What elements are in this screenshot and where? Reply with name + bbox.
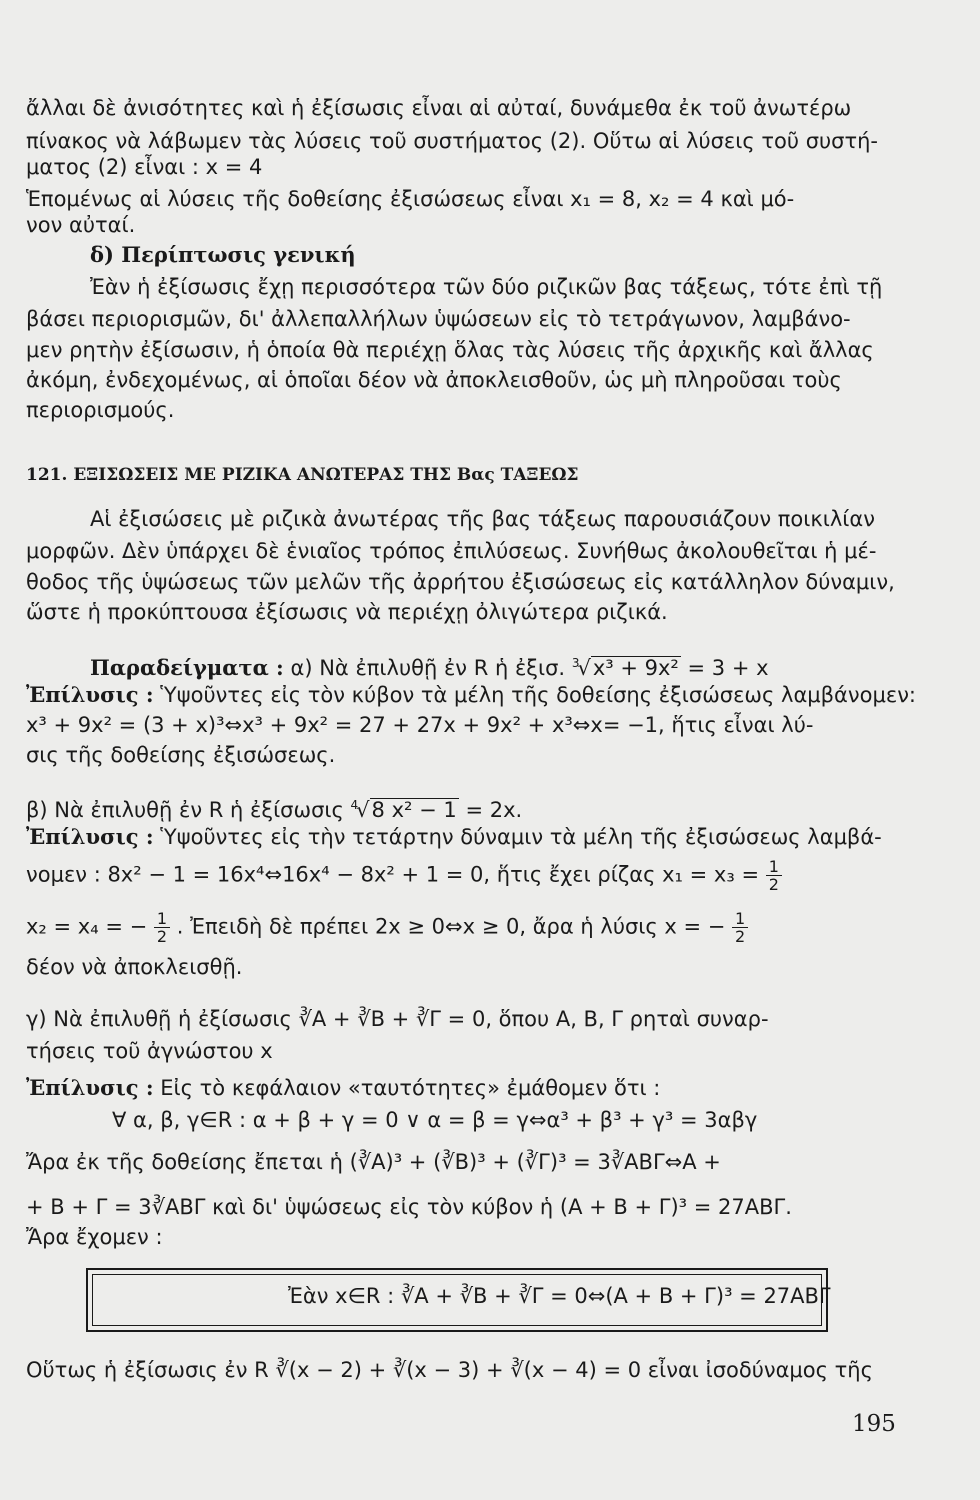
text-line: γ) Νὰ ἐπιλυθῇ ἡ ἐξίσωσις ∛A + ∛B + ∛Γ = 0, ὅπου Α, Β, Γ ρηταὶ συναρ-	[26, 1007, 769, 1031]
text-line: ὥστε ἡ προκύπτουσα ἐξίσωσις νὰ περιέχῃ ὀλιγώτερα ριζικά.	[26, 600, 668, 624]
text-line: σις τῆς δοθείσης ἐξισώσεως.	[26, 743, 336, 767]
fraction	[766, 858, 782, 893]
fraction-denominator: 2	[768, 875, 779, 894]
text-line: βάσει περιορισμῶν, δι' ἀλλεπαλλήλων ὑψώσεων εἰς τὸ τετράγωνον, λαμβάνο-	[26, 307, 851, 331]
solution-b-line1	[26, 822, 896, 852]
solution-a-line1	[26, 680, 916, 710]
text-line: Ἄρα ἐκ τῆς δοθείσης ἔπεται ἡ (∛A)³ + (∛B)³ + (∛Γ)³ = 3∛ΑΒΓ⇔A +	[26, 1150, 721, 1174]
text-span: x₂ = x₄ = −	[26, 914, 148, 939]
text-line: μορφῶν. Δὲν ὑπάρχει δὲ ἑνιαῖος τρόπος ἐπιλύσεως. Συνήθως ἀκολουθεῖται ἡ μέ-	[26, 539, 877, 563]
fraction	[732, 910, 748, 945]
example-a-rhs: = 3 + x	[687, 656, 769, 680]
text-line: περιορισμούς.	[26, 398, 175, 422]
text-line: Ἑπομένως αἱ λύσεις τῆς δοθείσης ἐξισώσεως εἶναι x₁ = 8, x₂ = 4 καὶ μό-	[26, 187, 795, 211]
root-index: 4	[350, 798, 359, 812]
text-span: Εἰς τὸ κεφάλαιον «ταυτότητες» ἐμάθομεν ὅτι :	[160, 1076, 661, 1100]
example-a: Παραδείγματα : α) Νὰ ἐπιλυθῇ ἐν R ἡ ἐξισ. $^3$√x³ + 9x² = 3 + x	[90, 655, 769, 680]
case-delta-title: δ) Περίπτωσις γενική	[90, 242, 356, 267]
radicand: 8 x² − 1	[371, 798, 457, 822]
page-number: 195	[852, 1411, 896, 1437]
text-line: ματος (2) εἶναι : x = 4	[26, 155, 263, 179]
text-line: ἄλλαι δὲ ἀνισότητες καὶ ἡ ἐξίσωσις εἶναι αἱ αὐταί, δυνάμεθα ἐκ τοῦ ἀνωτέρω	[26, 96, 852, 120]
text-line: δέον νὰ ἀποκλεισθῇ.	[26, 955, 243, 979]
text-line: μεν ρητὴν ἐξίσωσιν, ἡ ὁποία θὰ περιέχῃ ὅλας τὰς λύσεις τῆς ἀρχικῆς καὶ ἄλλας	[26, 338, 874, 362]
solution-b-line2	[26, 858, 896, 893]
text-span: Ὑψοῦντες εἰς τὸν κύβον τὰ μέλη τῆς δοθείσης ἐξισώσεως λαμβάνομεν:	[160, 683, 916, 707]
example-b-text: β) Νὰ ἐπιλυθῇ ἐν R ἡ ἐξίσωσις	[26, 798, 344, 822]
text-line: νον αὐταί.	[26, 213, 136, 237]
boxed-text: Ἐὰν x∈R : ∛A + ∛B + ∛Γ = 0⇔(A + B + Γ)³ = 27ΑΒΓ	[288, 1284, 831, 1308]
solution-label: Ἐπίλυσις :	[26, 1075, 154, 1100]
solution-b-line3	[26, 910, 896, 945]
text-line: θοδος τῆς ὑψώσεως τῶν μελῶν τῆς ἀρρήτου ἐξισώσεως εἰς κατάλληλον δύναμιν,	[26, 570, 895, 594]
text-line: πίνακος νὰ λάβωμεν τὰς λύσεις τοῦ συστήματος (2). Οὕτω αἱ λύσεις τοῦ συστή-	[26, 129, 879, 153]
solution-c-line1	[26, 1073, 896, 1103]
identity-line: ∀ α, β, γ∈R : α + β + γ = 0 ∨ α = β = γ⇔α³ + β³ + γ³ = 3αβγ	[112, 1108, 758, 1132]
text-line: Οὕτως ἡ ἐξίσωσις ἐν R ∛(x − 2) + ∛(x − 3) + ∛(x − 4) = 0 εἶναι ἰσοδύναμος τῆς	[26, 1358, 873, 1382]
radicand: x³ + 9x²	[592, 656, 679, 680]
example-a-text: α) Νὰ ἐπιλυθῇ ἐν R ἡ ἐξισ.	[290, 656, 566, 680]
section-heading: 121. ΕΞΙΣΩΣΕΙΣ ΜΕ ΡΙΖΙΚΑ ΑΝΩΤΕΡΑΣ ΤΗΣ Βας ΤΑΞΕΩΣ	[26, 465, 579, 485]
text-line: + B + Γ = 3∛ΑΒΓ καὶ δι' ὑψώσεως εἰς τὸν κύβον ἡ (A + B + Γ)³ = 27ΑΒΓ.	[26, 1195, 792, 1219]
root-index: 3	[571, 656, 580, 670]
text-line: Αἱ ἐξισώσεις μὲ ριζικὰ ἀνωτέρας τῆς βας τάξεως παρουσιάζουν ποικιλίαν	[90, 507, 875, 531]
example-b-rhs: = 2x.	[465, 798, 523, 822]
boxed-result	[86, 1268, 831, 1332]
fraction-numerator: 1	[766, 858, 782, 876]
text-line: ἀκόμη, ἐνδεχομένως, αἱ ὁποῖαι δέον νὰ ἀποκλεισθοῦν, ὡς μὴ πληροῦσαι τοὺς	[26, 368, 842, 392]
fraction-numerator: 1	[154, 910, 170, 928]
text-line: x³ + 9x² = (3 + x)³⇔x³ + 9x² = 27 + 27x + 9x² + x³⇔x= −1, ἥτις εἶναι λύ-	[26, 713, 814, 737]
fraction-denominator: 2	[735, 927, 746, 946]
text-span: νομεν : 8x² − 1 = 16x⁴⇔16x⁴ − 8x² + 1 = 0, ἥτις ἔχει ρίζας x₁ = x₃ =	[26, 862, 760, 887]
fraction-numerator: 1	[732, 910, 748, 928]
example-b: β) Νὰ ἐπιλυθῇ ἐν R ἡ ἐξίσωσις $^4$√8 x² − 1 = 2x.	[26, 798, 523, 822]
examples-label: Παραδείγματα :	[90, 655, 284, 680]
fraction	[154, 910, 170, 945]
text-line: Ἐὰν ἡ ἐξίσωσις ἔχῃ περισσότερα τῶν δύο ριζικῶν βας τάξεως, τότε ἐπὶ τῇ	[90, 275, 883, 299]
text-line: τήσεις τοῦ ἀγνώστου x	[26, 1039, 273, 1063]
text-line: Ἄρα ἔχομεν :	[26, 1225, 163, 1249]
solution-label: Ἐπίλυσις :	[26, 682, 154, 707]
fraction-denominator: 2	[156, 927, 168, 946]
text-span: . Ἐπειδὴ δὲ πρέπει 2x ≥ 0⇔x ≥ 0, ἄρα ἡ λύσις x = −	[176, 914, 726, 939]
solution-label: Ἐπίλυσις :	[26, 824, 154, 849]
text-span: Ὑψοῦντες εἰς τὴν τετάρτην δύναμιν τὰ μέλη τῆς ἐξισώσεως λαμβά-	[160, 825, 882, 849]
